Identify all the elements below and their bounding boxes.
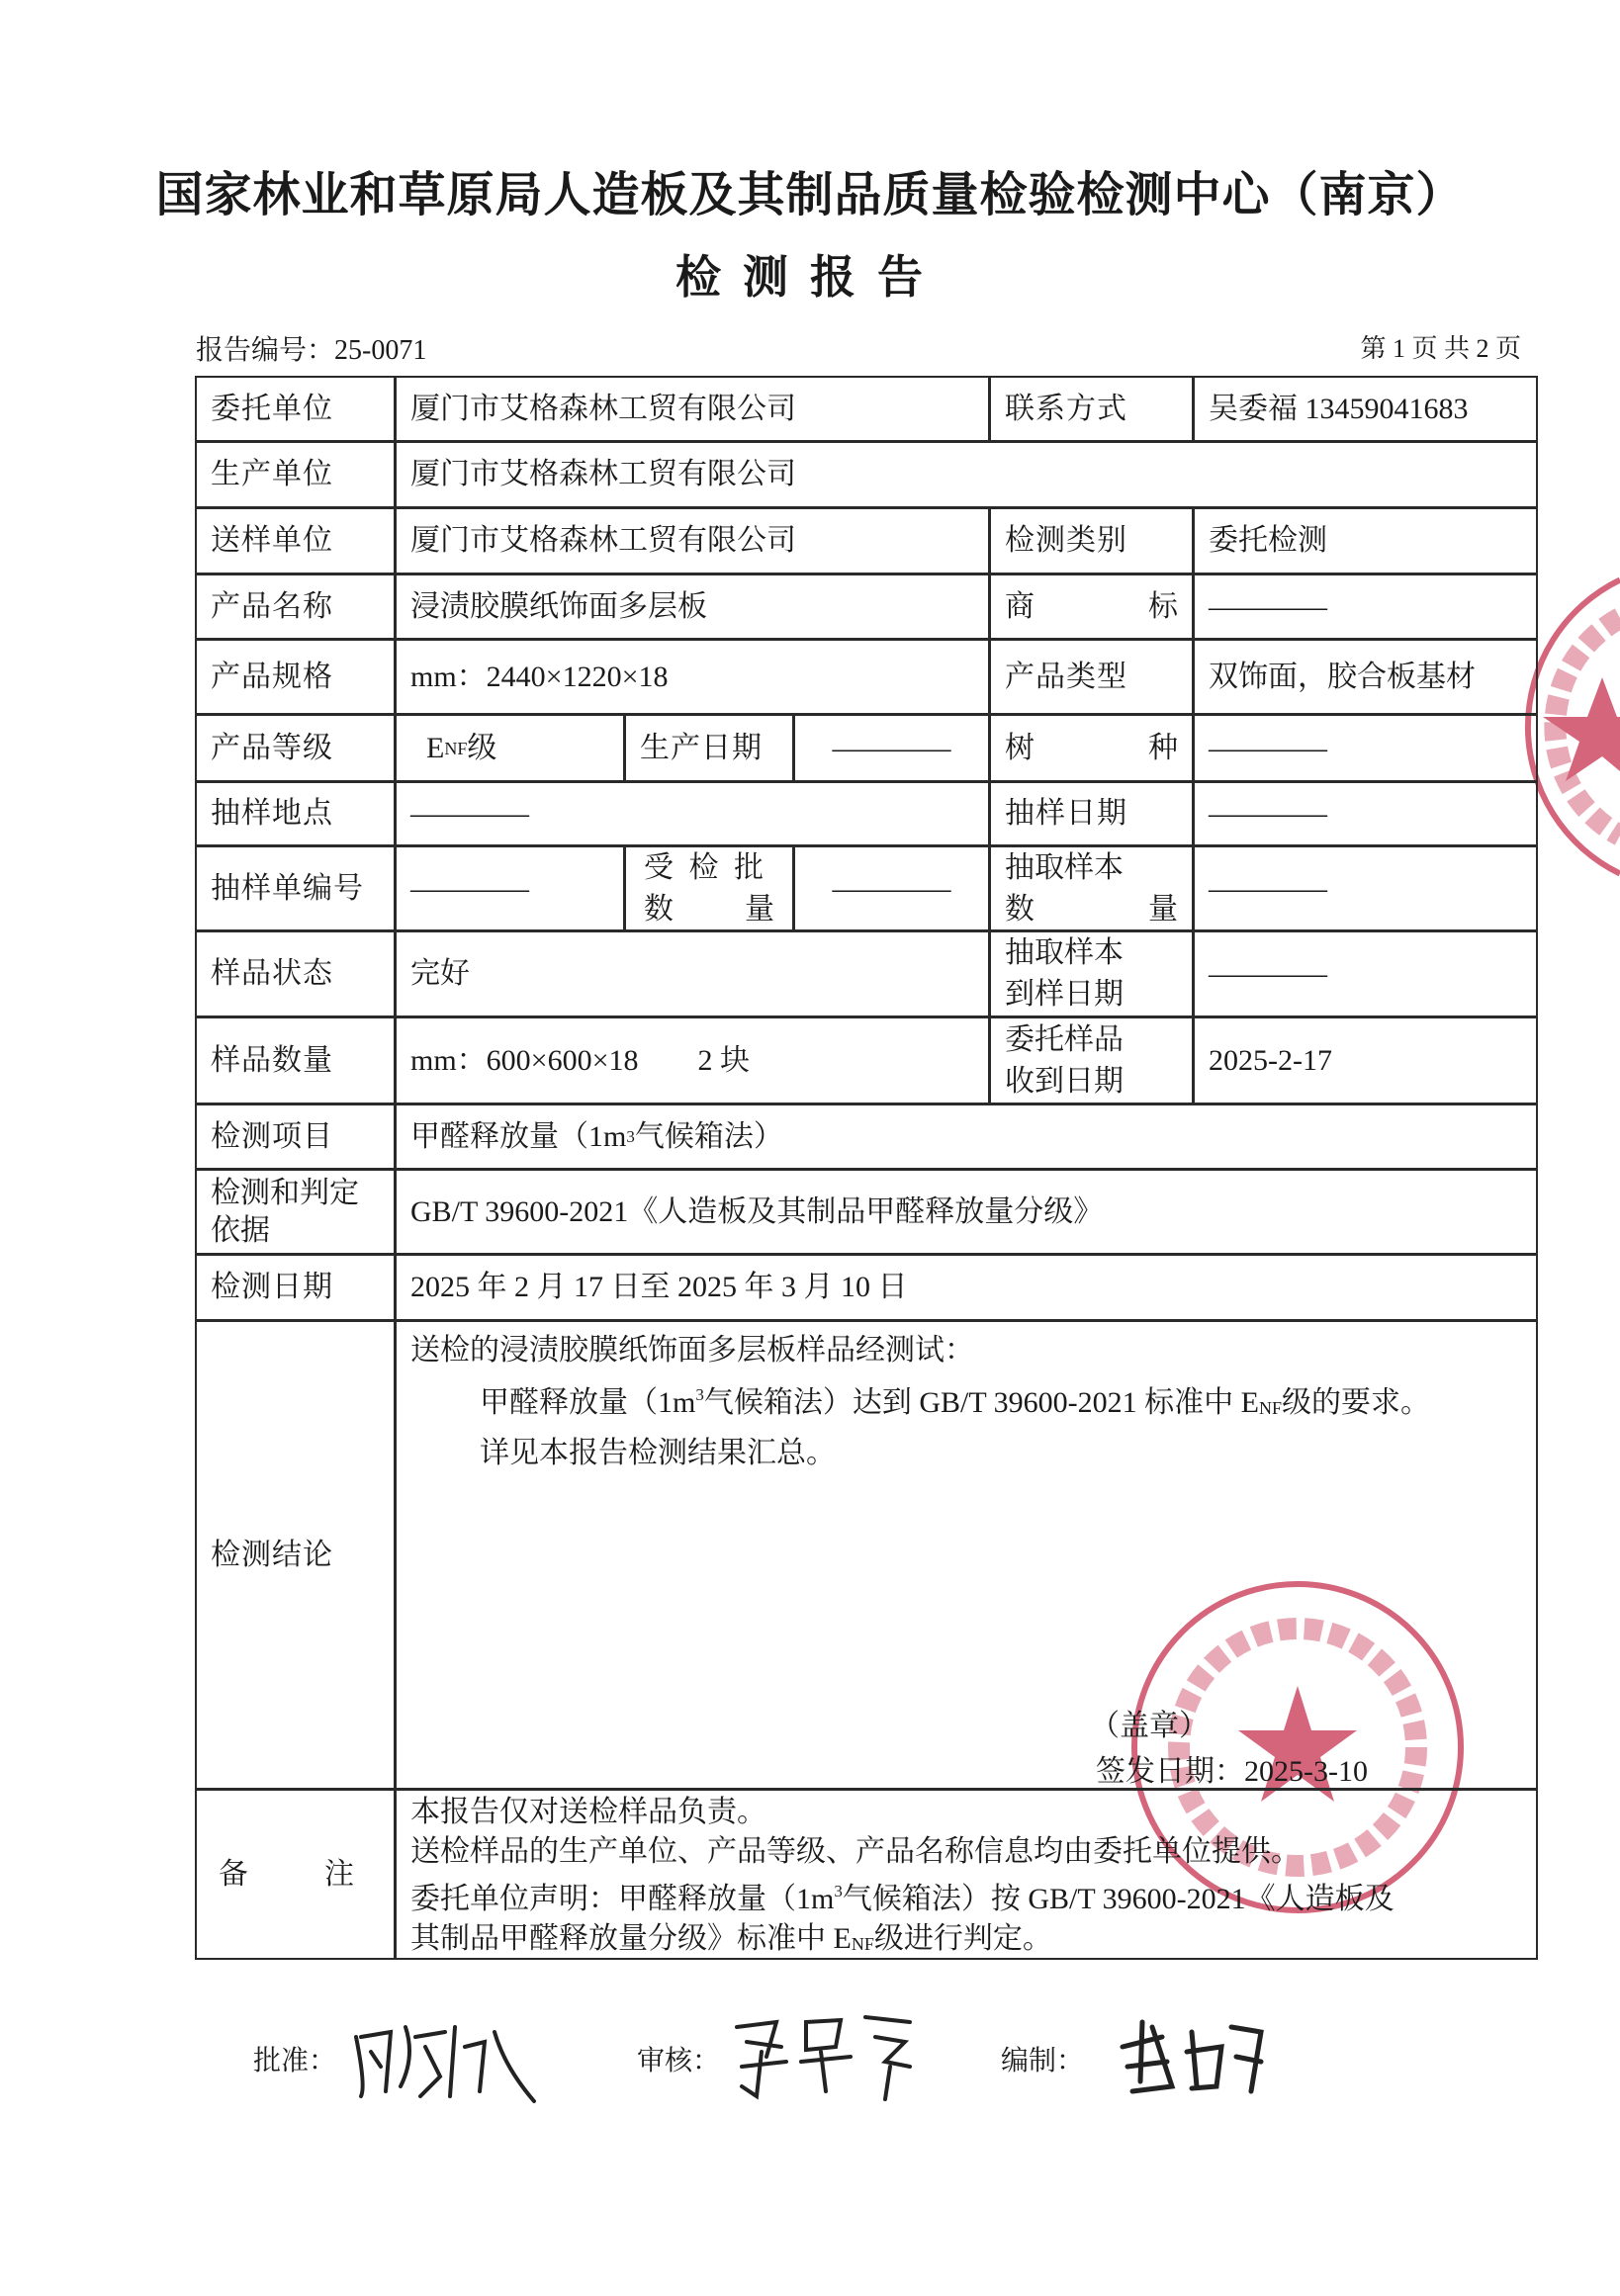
remarks-line-4 [410,1919,1052,1964]
sampling-no-value: ———— [395,845,625,931]
approver-signature [346,2007,544,2106]
test-item-superscript: 3 [626,1126,635,1146]
batch-qty-label-2b: 量 [745,892,774,926]
basis-label-line1: 检测和判定 [211,1176,359,1209]
sample-qty-label: 样品数量 [195,1016,396,1104]
remarks-line-4b: 级进行判定。 [873,1922,1052,1955]
grade-letter: E [426,731,445,764]
test-type-value: 委托检测 [1193,507,1538,574]
arrival-date-label [989,930,1194,1017]
basis-label [195,1169,396,1255]
grade-subscript: NF [444,738,468,758]
species-label [989,714,1194,782]
sample-qty-drawn-label-2a: 数 [1005,892,1035,926]
grade-suffix: 级 [467,731,497,764]
compile-label: 编制： [1001,2046,1085,2076]
arrival-date-label-line2: 到样日期 [1005,978,1124,1011]
product-name-label: 产品名称 [195,574,396,640]
test-item-value [395,1104,1538,1170]
remarks-superscript: 3 [834,1882,843,1900]
sender-label: 送样单位 [195,507,396,574]
test-item-text-a: 甲醛释放量（1m [410,1119,627,1153]
spec-value: mm：2440×1220×18 [395,639,990,715]
contact-value: 吴委福 13459041683 [1193,376,1538,442]
batch-qty-label-2a: 数 [644,892,674,926]
spec-label: 产品规格 [195,639,396,715]
sample-state-label: 样品状态 [195,930,396,1017]
sender-value: 厦门市艾格森林工贸有限公司 [395,507,990,574]
remarks-line-3 [410,1872,1395,1919]
sample-qty-spec: mm：600×600×18 [410,1043,639,1077]
sampling-no-label: 抽样单编号 [195,845,396,931]
batch-qty-value: ———— [793,845,990,931]
prod-date-label: 生产日期 [624,714,794,782]
producer-label: 生产单位 [195,441,396,508]
sampling-place-label: 抽样地点 [195,781,396,846]
remarks-label [195,1789,396,1960]
test-item-label: 检测项目 [195,1104,396,1170]
remarks-line-2: 送检样品的生产单位、产品等级、产品名称信息均由委托单位提供。 [410,1835,1301,1868]
sample-qty-drawn-label-line1: 抽取样本 [1005,850,1124,884]
remarks-line-3b: 气候箱法）按 GB/T 39600-2021《人造板及 [842,1883,1395,1915]
contact-label: 联系方式 [989,376,1194,442]
issue-date: 签发日期：2025-3-10 [1096,1755,1368,1788]
org-title: 国家林业和草原局人造板及其制品质量检验检测中心（南京） [155,169,1465,221]
review-label: 审核： [637,2046,721,2076]
conclusion-line-2a: 甲醛释放量（1m [480,1386,696,1419]
remarks-value [395,1789,1538,1960]
basis-label-line2: 依据 [211,1213,270,1247]
approve-label: 批准： [253,2046,337,2076]
batch-qty-label-line1: 受 检 批 [644,850,767,884]
received-date-label [989,1016,1194,1104]
remarks-subscript: NF [851,1934,874,1954]
report-number: 报告编号：25-0071 [196,335,427,366]
basis-value: GB/T 39600-2021《人造板及其制品甲醛释放量分级》 [395,1169,1538,1255]
remarks-line-1: 本报告仅对送检样品负责。 [410,1796,766,1828]
seal-note: （盖章） [1090,1710,1209,1742]
conclusion-line-2c: 级的要求。 [1281,1386,1430,1419]
reviewer-signature [727,2002,925,2101]
sample-qty-count: 2 块 [697,1043,751,1077]
compiler-signature [1113,2007,1271,2096]
product-type-value: 双饰面，胶合板基材 [1193,639,1538,715]
product-name-value: 浸渍胶膜纸饰面多层板 [395,574,990,640]
arrival-date-label-line1: 抽取样本 [1005,936,1124,969]
page-indicator: 第 1 页 共 2 页 [1360,334,1521,363]
sample-qty-value [395,1016,990,1104]
remarks-line-4a: 其制品甲醛释放量分级》标准中 E [410,1922,852,1955]
received-date-label-line2: 收到日期 [1005,1064,1124,1098]
sample-qty-drawn-label-2b: 量 [1148,892,1178,926]
product-type-label: 产品类型 [989,639,1194,715]
conclusion-line-2b: 气候箱法）达到 GB/T 39600-2021 标准中 E [703,1386,1259,1419]
arrival-date-value: ———— [1193,930,1538,1017]
conclusion-label: 检测结论 [195,1320,396,1790]
sample-state-value: 完好 [395,930,990,1017]
batch-qty-label [624,845,794,931]
sample-qty-drawn-value: ———— [1193,845,1538,931]
species-value: ———— [1193,714,1538,782]
species-label-a: 树 [1005,731,1035,764]
test-type-label: 检测类别 [989,507,1194,574]
remarks-line-3a: 委托单位声明：甲醛释放量（1m [410,1883,835,1915]
conclusion-line-3: 详见本报告检测结果汇总。 [480,1437,836,1469]
conclusion-superscript: 3 [695,1385,704,1404]
sampling-date-value: ———— [1193,781,1538,846]
remarks-label-b: 注 [324,1857,354,1891]
prod-date-value: ———— [793,714,990,782]
test-date-value: 2025 年 2 月 17 日至 2025 年 3 月 10 日 [395,1254,1538,1321]
conclusion-line-1: 送检的浸渍胶膜纸饰面多层板样品经测试： [410,1334,974,1367]
sampling-place-value: ———— [395,781,990,846]
conclusion-subscript: NF [1258,1398,1282,1418]
test-item-text-b: 气候箱法） [634,1119,783,1153]
conclusion-value [395,1320,1538,1790]
client-value: 厦门市艾格森林工贸有限公司 [395,376,990,442]
trademark-value: ———— [1193,574,1538,640]
sample-qty-drawn-label-line2 [1005,889,1178,930]
received-date-label-line1: 委托样品 [1005,1022,1124,1056]
sampling-date-label: 抽样日期 [989,781,1194,846]
grade-label: 产品等级 [195,714,396,782]
producer-value: 厦门市艾格森林工贸有限公司 [395,441,1538,508]
remarks-label-a: 备 [219,1857,248,1891]
test-date-label: 检测日期 [195,1254,396,1321]
species-label-b: 种 [1148,731,1178,764]
sample-qty-drawn-label [989,845,1194,931]
conclusion-line-2 [410,1372,1430,1431]
client-label: 委托单位 [195,376,396,442]
batch-qty-label-line2 [644,889,774,930]
grade-value [395,714,625,782]
trademark-label-a: 商 [1005,589,1035,623]
trademark-label-b: 标 [1148,589,1178,623]
document-title: 检测报告 [675,251,945,303]
received-date-value: 2025-2-17 [1193,1016,1538,1104]
trademark-label [989,574,1194,640]
